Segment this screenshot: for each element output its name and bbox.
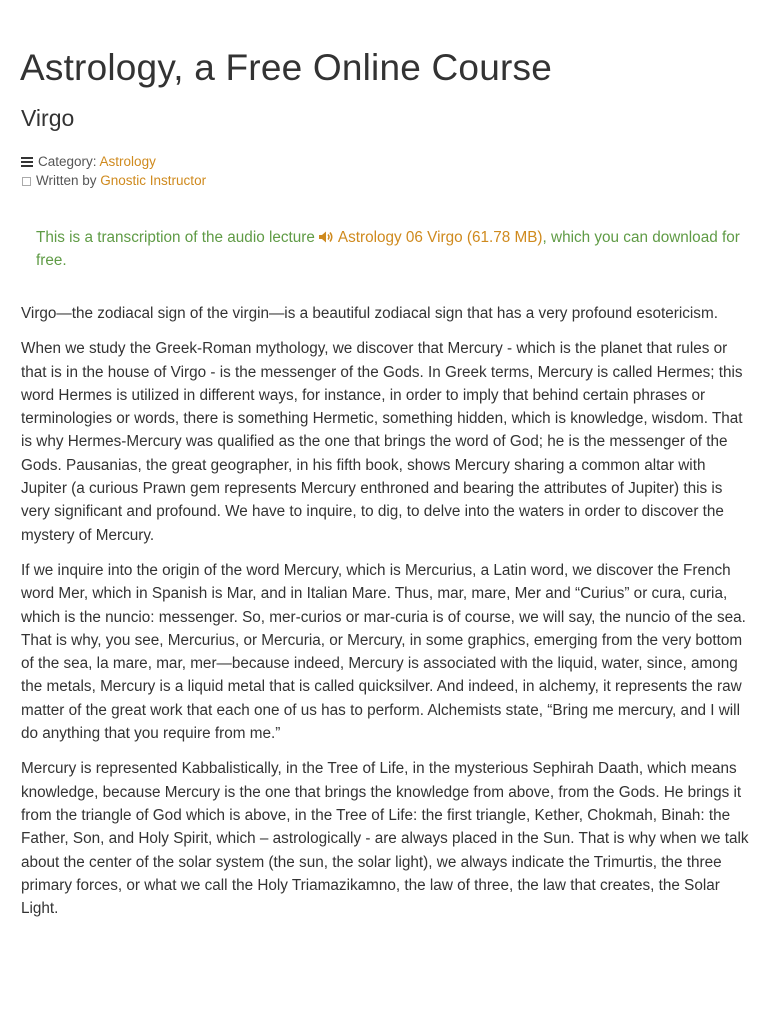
- speaker-icon: [318, 230, 334, 244]
- paragraph: When we study the Greek-Roman mythology, we discover that Mercury - which is the planet that rules or that is in the house of Virgo - is the messenger of the Gods. In Greek terms, Mercury is called Hermes; this word Hermes is utilized in different ways, for instance, in order to imply that behind certain phrases or terminologies or words, there is something Hermetic, something hidden, which is knowledge, wisdom. That is why Hermes-Mercury was qualified as the one that brings the word of God; he is the messenger of the Gods. Pausanias, the great geographer, in his fifth book, shows Mercury sharing a common altar with Jupiter (a curious Prawn gem represents Mercury enthroned and bearing the attributes of Jupiter) this is very significant and profound. We have to inquire, to dig, to delve into the waters in order to discover the mystery of Mercury.: [21, 340, 743, 544]
- paragraph: Virgo—the zodiacal sign of the virgin—is a beautiful zodiacal sign that has a very profound esotericism.: [21, 305, 718, 322]
- menu-icon: [21, 157, 33, 167]
- audio-download-link[interactable]: Astrology 06 Virgo (61.78 MB): [337, 229, 543, 246]
- audio-note-suffix: , which you can download for free.: [36, 229, 740, 269]
- audio-note-prefix: This is a transcription of the audio lecture: [36, 229, 315, 246]
- paragraph: If we inquire into the origin of the word Mercury, which is Mercurius, a Latin word, we discover the French word Mer, which in Spanish is Mar, and in Italian Mare. Thus, mar, mare, Mer and “Curius” or cura, curia, which is the nuncio: messenger. So, mer-curios or mar-curia is of course, we will say, the nuncio of the sea. That is why, you see, Mercurius, or Mercuria, or Mercury, in some graphics, emerging from the very bottom of the sea, la mare, mar, mer—because indeed, Mercury is associated with the liquid, water, since, among the metals, Mercury is a liquid metal that is called quicksilver. And indeed, in alchemy, it represents the raw matter of the great work that each one of us has to perform. Alchemists state, “Bring me mercury, and I will do anything that you require from me.”: [21, 561, 746, 743]
- category-link[interactable]: Astrology: [99, 154, 156, 169]
- article-body: [21, 302, 750, 932]
- paragraph: Mercury is represented Kabbalistically, in the Tree of Life, in the mysterious Sephirah Daath, which means knowledge, because Mercury is the one that brings the knowledge from above, from the Gods. He brings it from the triangle of God which is above, in the Tree of Life: the first triangle, Kether, Chokmah, Binah: the Father, Son, and Holy Spirit, which – astrologically - are always placed in the Sun. That is why when we talk about the center of the solar system (the sun, the solar light), we always indicate the Trimurtis, the three primary forces, or what we call the Holy Triamazikamno, the law of three, the law that creates, the Solar Light.: [21, 760, 749, 918]
- audio-note: [36, 226, 748, 272]
- author-link[interactable]: Gnostic Instructor: [100, 173, 207, 188]
- course-title: Astrology, a Free Online Course: [20, 47, 552, 88]
- person-icon: [22, 177, 31, 186]
- author-label: Written by: [36, 173, 101, 188]
- article-title: Virgo: [21, 105, 75, 131]
- category-line: [21, 153, 156, 171]
- author-line: [21, 172, 206, 190]
- category-label: Category:: [38, 154, 100, 169]
